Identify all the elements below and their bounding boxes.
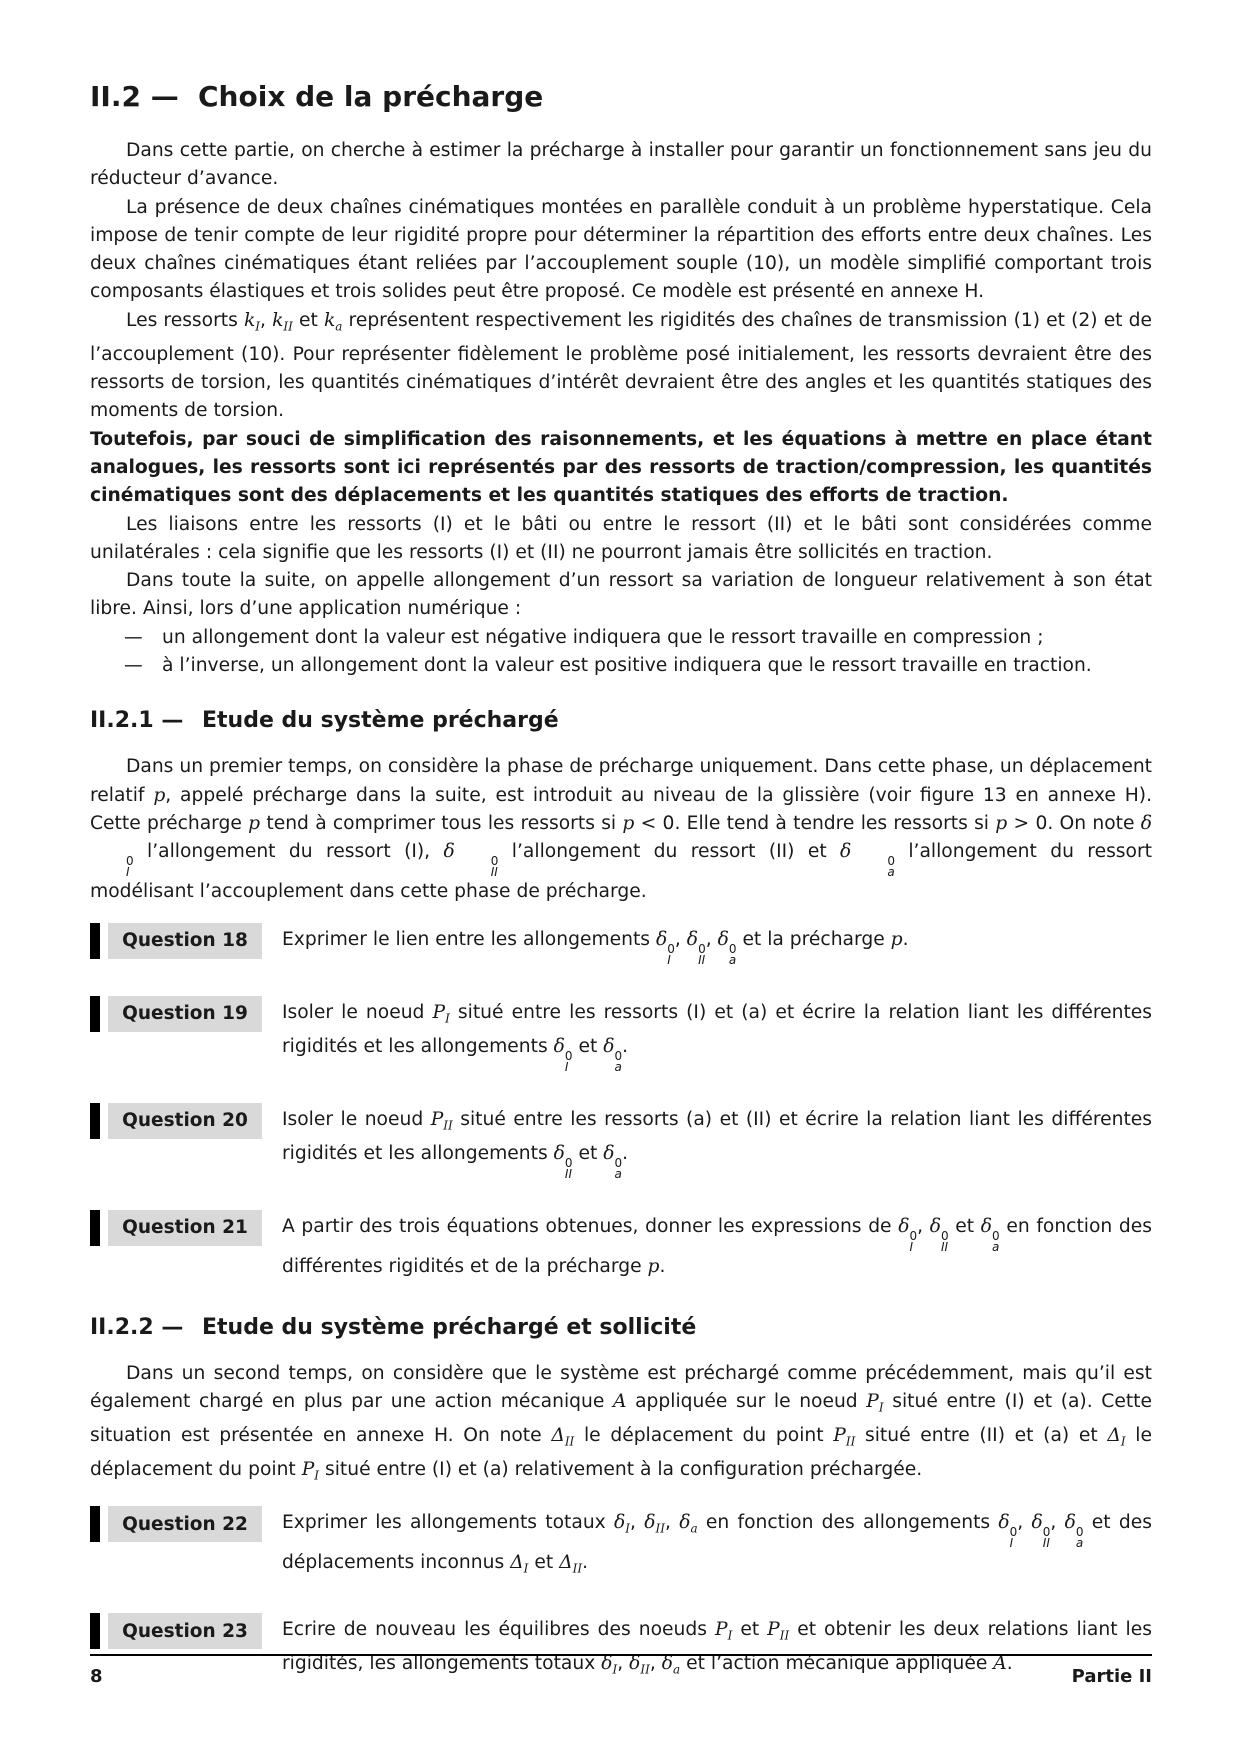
question-text: A partir des trois équations obtenues, donner les expressions de δ 0 I , δ 0 II et δ 0 a en fonction des différentes rigidités et de la précharge p. — [282, 1215, 1152, 1277]
intro-paragraph-6: Dans toute la suite, on appelle allongement d’un ressort sa variation de longueur relativement à son état libre. Ainsi, lors d’une application numérique : — [90, 570, 1152, 620]
subsection-number: II.2.2 — — [90, 1314, 184, 1340]
section-heading — [90, 80, 1152, 113]
intro-paragraph-2: La présence de deux chaînes cinématiques montées en parallèle conduit à un problème hyperstatique. Cela impose de tenir compte de leur rigidité propre pour déterminer la répartition des efforts entre deux chaînes. Les deux chaînes cinématiques étant reliées par l’accouplement souple (10), un modèle simplifié comportant trois composants élastiques et trois solides peut être proposé. Ce modèle est présenté en annexe H. — [90, 196, 1152, 303]
question-text: Isoler le noeud $P_I$ situé entre les ressorts (I) et (a) et écrire la relation liant les différentes rigidités et les allongements δ 0 I et δ 0 a . — [282, 1001, 1153, 1074]
page-number: 8 — [90, 1666, 103, 1687]
question-label: Question 18 — [90, 923, 262, 959]
question-label: Question 21 — [90, 1210, 262, 1246]
section-number: II.2 — — [90, 80, 179, 113]
intro-paragraph-3: Les ressorts $k_I$, $k_{II}$ et $k_a$ représentent respectivement les rigidités des chaînes de transmission (1) et (2) et de l’accouplement (10). Pour représenter fidèlement le problème posé initialement, les ressorts devraient être des ressorts de torsion, les quantités cinématiques d’intérêt devraient être des angles et les quantités statiques des moments de torsion. — [90, 309, 1152, 422]
intro-paragraph-5: Les liaisons entre les ressorts (I) et le bâti ou entre le ressort (II) et le bâti sont considérées comme unilatérales : cela signifie que les ressorts (I) et (II) ne pourront jamais être sollicités en traction. — [90, 513, 1152, 563]
subsection-heading-1 — [90, 708, 1152, 733]
page-footer — [90, 1654, 1152, 1687]
question-label: Question 23 — [90, 1613, 262, 1649]
question-20 — [90, 1103, 1152, 1180]
section-title: Choix de la précharge — [198, 80, 544, 113]
subsection-number: II.2.1 — — [90, 708, 184, 734]
question-text: Ecrire de nouveau les équilibres des noeuds $P_I$ et $P_{II}$ et obtenir les deux relations liant les rigidités, les allongements totaux $\delta_I$, $\delta_{II}$, $\delta_a$ et l’action mécanique appliquée A. — [282, 1619, 1152, 1678]
question-22 — [90, 1506, 1152, 1583]
question-label: Question 22 — [90, 1506, 262, 1542]
question-text: Exprimer les allongements totaux $\delta_I$, $\delta_{II}$, $\delta_a$ en fonction des allongements δ 0 I , δ 0 II , δ 0 a et des déplacements inconnus $\Delta_I$ et $\Delta_{II}$. — [282, 1512, 1152, 1577]
part-label: Partie II — [1071, 1666, 1152, 1687]
subsection-2-paragraph: Dans un second temps, on considère que le système est préchargé comme précédemment, mais qu’il est également chargé en plus par une action mécanique A appliquée sur le noeud $P_I$ situé entre (I) et (a). Cette situation est présentée en annexe H. On note $\Delta_{II}$ le déplacement du point $P_{II}$ situé entre (II) et (a) et $\Delta_I$ le déplacement du point $P_I$ situé entre (I) et (a) relativement à la configuration préchargée. — [90, 1362, 1152, 1484]
page-content — [90, 80, 1152, 1684]
subsection-1-paragraph: Dans un premier temps, on considère la phase de précharge uniquement. Dans cette phase, un déplacement relatif p, appelé précharge dans la suite, est introduit au niveau de la glissière (voir figure 13 en annexe H). Cette précharge p tend à comprimer tous les ressorts si p < 0. Elle tend à tendre les ressorts si p > 0. On note δ 0 I l’allongement du ressort (I), δ 0 II l’allongement du ressort (II) et δ 0 a l’allongement du ressort modélisant l’accouplement dans cette phase de précharge. — [90, 756, 1153, 903]
question-18 — [90, 923, 1152, 966]
question-19 — [90, 996, 1152, 1073]
question-label: Question 20 — [90, 1103, 262, 1139]
list-item: — à l’inverse, un allongement dont la valeur est positive indiquera que le ressort travaille en traction. — [124, 655, 1092, 677]
question-text: Isoler le noeud $P_{II}$ situé entre les ressorts (a) et (II) et écrire la relation liant les différentes rigidités et les allongements δ 0 II et δ 0 a . — [282, 1108, 1152, 1181]
subsection-title: Etude du système préchargé et sollicité — [202, 1314, 697, 1340]
question-label: Question 19 — [90, 996, 262, 1032]
intro-paragraph-1: Dans cette partie, on cherche à estimer la précharge à installer pour garantir un fonctionnement sans jeu du réducteur d’avance. — [90, 140, 1152, 190]
subsection-title: Etude du système préchargé — [202, 708, 559, 734]
subsection-heading-2 — [90, 1315, 1152, 1340]
list-item: — un allongement dont la valeur est négative indiquera que le ressort travaille en compression ; — [124, 626, 1044, 648]
intro-paragraph-4-bold: Toutefois, par souci de simplification des raisonnements, et les équations à mettre en place étant analogues, les ressorts sont ici représentés par des ressorts de traction/compression, les quantités cinématiques sont des déplacements et les quantités statiques des efforts de traction. — [90, 428, 1152, 507]
question-text: Exprimer le lien entre les allongements δ 0 I , δ 0 II , δ 0 a et la précharge p. — [282, 928, 909, 967]
question-21 — [90, 1210, 1152, 1281]
